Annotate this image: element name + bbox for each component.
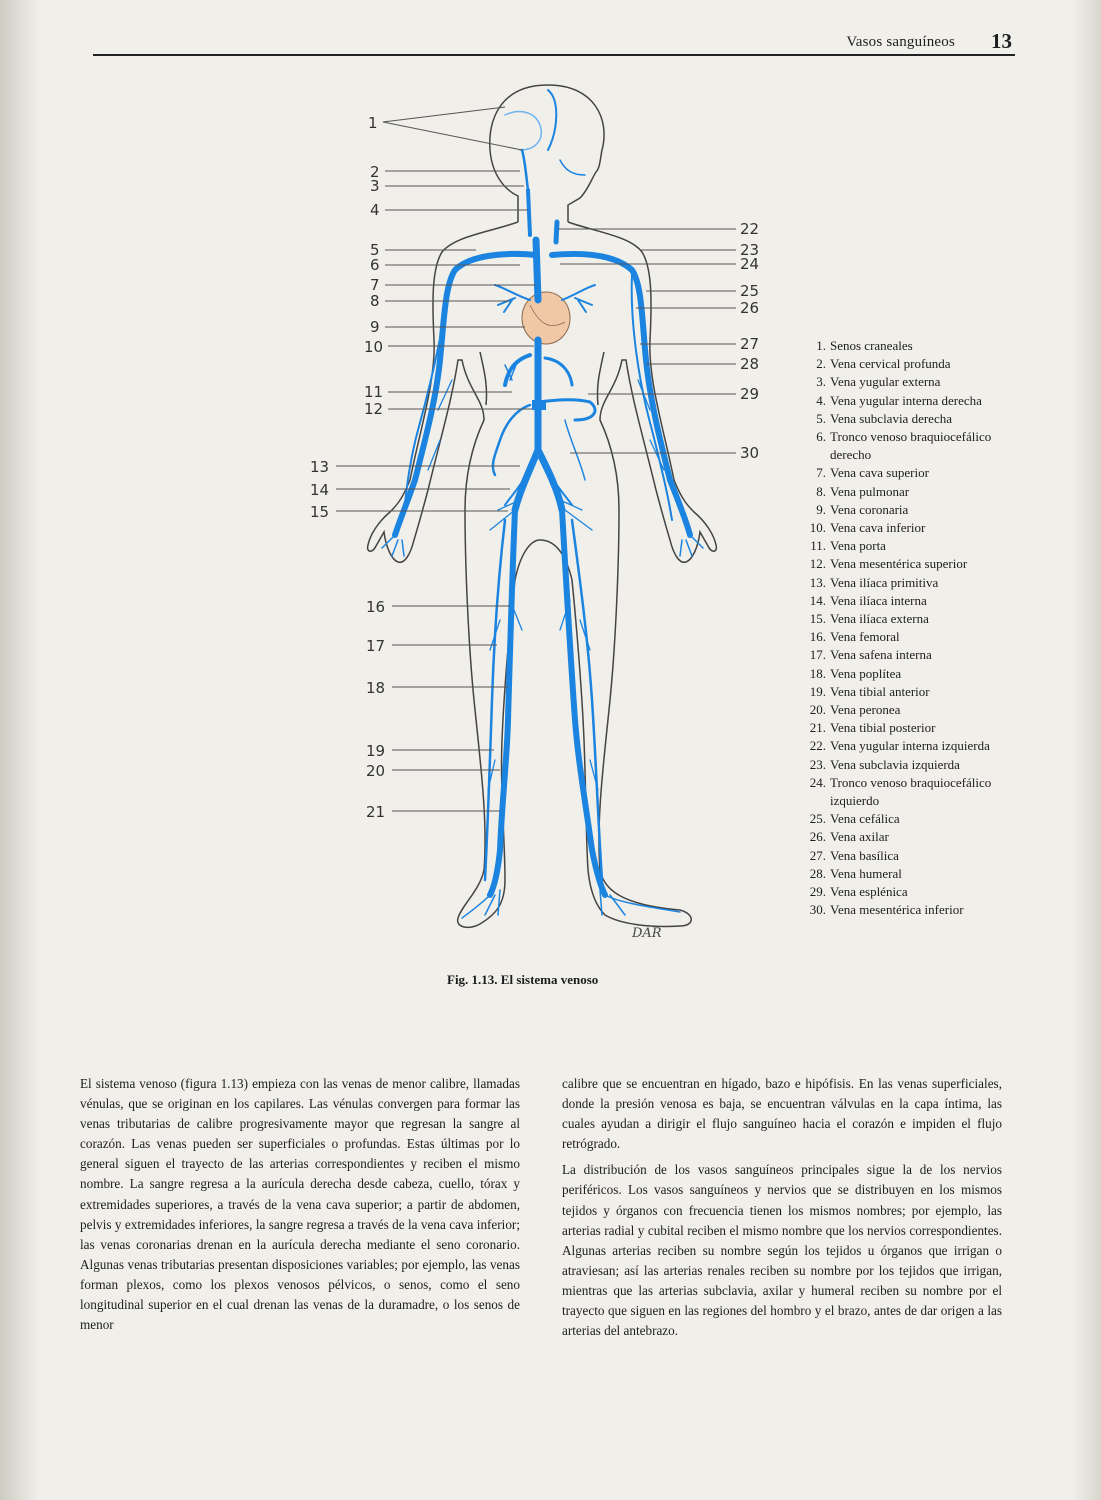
callout-label: 24 bbox=[740, 255, 760, 273]
legend-item-number: 14. bbox=[809, 592, 826, 608]
callout-label: 22 bbox=[740, 220, 760, 238]
callout-label: 18 bbox=[366, 679, 386, 697]
legend-item-text: Vena yugular externa bbox=[830, 374, 941, 390]
legend-item bbox=[800, 464, 1025, 482]
section-title: Vasos sanguíneos bbox=[846, 34, 955, 50]
legend-item-text: Vena cava inferior bbox=[830, 520, 926, 536]
left-internal-jugular bbox=[556, 222, 557, 242]
legend-item bbox=[800, 701, 1025, 719]
legend-item bbox=[800, 610, 1025, 628]
callout-label: 26 bbox=[740, 299, 760, 317]
legend-item-text: Vena tibial anterior bbox=[830, 683, 930, 699]
legend-item-text: Vena cefálica bbox=[830, 811, 900, 827]
callout-label: 5 bbox=[370, 241, 380, 259]
legend-item bbox=[800, 592, 1025, 610]
cranial-sinus-vein bbox=[505, 112, 541, 150]
legend-item-text: Vena mesentérica superior bbox=[830, 556, 968, 572]
legend-item-text: Vena coronaria bbox=[830, 501, 909, 517]
venous-system-figure bbox=[300, 82, 780, 972]
right-internal-jugular bbox=[528, 190, 530, 235]
callout-label: 2 bbox=[370, 163, 380, 181]
legend-item-number: 13. bbox=[809, 574, 826, 590]
legend-item bbox=[800, 428, 1025, 464]
superior-mesenteric-vein bbox=[493, 405, 530, 475]
legend-item bbox=[800, 810, 1025, 828]
legend-item-number: 11. bbox=[810, 538, 826, 554]
illustrator-signature: DAR bbox=[632, 926, 662, 941]
legend-item-number: 26. bbox=[809, 829, 826, 845]
legend-item bbox=[800, 646, 1025, 664]
legend-item-number: 3. bbox=[816, 374, 826, 390]
legend-item bbox=[800, 392, 1025, 410]
legend-item-text: Vena cava superior bbox=[830, 465, 929, 481]
callout-label: 3 bbox=[370, 177, 380, 195]
legend-item bbox=[800, 828, 1025, 846]
callout-label: 13 bbox=[310, 458, 330, 476]
legend-item bbox=[800, 373, 1025, 391]
callout-label: 12 bbox=[364, 400, 384, 418]
legend-item-text: Vena pulmonar bbox=[830, 483, 910, 499]
callout-label: 25 bbox=[740, 282, 760, 300]
legend-item bbox=[800, 719, 1025, 737]
legend-item-number: 4. bbox=[816, 392, 826, 408]
body-paragraph: El sistema venoso (figura 1.13) empieza con las venas de menor calibre, llamadas vénulas, que se originan en los capilares. Las vénulas convergen para formar las venas tributarias de calibre progresivamente mayor que regresan la sangre al corazón. Las venas pueden ser superficiales o profundas. Estas últimas por lo general siguen el trayecto de las arterias correspondientes y reciben el mismo nombre. La sangre regresa a la aurícula derecha desde cabeza, cuello, tórax y extremidades superiores, a través de la vena cava superior; a partir de abdomen, pelvis y extremidades inferiores, la sangre regresa a través de la vena cava inferior; las venas coronarias drenan en la aurícula derecha mediante el seno coronario. Algunas venas tributarias presentan disposiciones variables; por ejemplo, las venas forman plexos, como los plexos venosos pélvicos, o senos, como el seno longitudinal superior en el cual drenan las venas de la duramadre, o los senos de menor bbox=[80, 1076, 520, 1333]
legend-item-text: Tronco venoso braquiocefálico izquierdo bbox=[830, 774, 992, 809]
legend-item-number: 20. bbox=[809, 702, 826, 718]
binding-shadow bbox=[0, 0, 40, 1500]
portal-confluence bbox=[532, 400, 546, 410]
legend-item bbox=[800, 774, 1025, 810]
legend-item bbox=[800, 537, 1025, 555]
legend-item-number: 21. bbox=[809, 720, 826, 736]
legend-item-text: Vena axilar bbox=[830, 829, 889, 845]
armpit-right-outline bbox=[597, 352, 604, 405]
legend-item-number: 30. bbox=[809, 902, 826, 918]
legend-item bbox=[800, 355, 1025, 373]
legend-item-text: Vena yugular interna derecha bbox=[830, 392, 982, 408]
inferior-mesenteric-vein bbox=[565, 420, 585, 480]
legend-item-text: Vena safena interna bbox=[830, 647, 932, 663]
legend-item-text: Vena porta bbox=[830, 538, 886, 554]
legend-item-text: Vena cervical profunda bbox=[830, 356, 951, 372]
callout-label: 16 bbox=[366, 598, 386, 616]
callout-label: 19 bbox=[366, 742, 386, 760]
legend-item-number: 29. bbox=[809, 884, 826, 900]
legend-item-number: 8. bbox=[816, 483, 826, 499]
legend-item-number: 10. bbox=[809, 520, 826, 536]
legend-item-number: 22. bbox=[809, 738, 826, 754]
callout-label: 29 bbox=[740, 385, 760, 403]
legend-item bbox=[800, 883, 1025, 901]
legend-item-text: Vena tibial posterior bbox=[830, 720, 936, 736]
legend-item bbox=[800, 574, 1025, 592]
callout-label: 30 bbox=[740, 444, 760, 462]
legend-item-number: 2. bbox=[816, 356, 826, 372]
legend-item-text: Senos craneales bbox=[830, 338, 913, 353]
legend-item bbox=[800, 410, 1025, 428]
legend-item-text: Vena humeral bbox=[830, 865, 902, 881]
callout-label: 9 bbox=[370, 318, 380, 336]
legend-item-number: 19. bbox=[809, 683, 826, 699]
body-column-right bbox=[562, 1074, 1002, 1347]
splenic-vein bbox=[545, 358, 572, 385]
legend-item bbox=[800, 501, 1025, 519]
legend-item-number: 17. bbox=[809, 647, 826, 663]
legend-item bbox=[800, 847, 1025, 865]
face-vein bbox=[560, 160, 585, 175]
right-femoral-vein bbox=[490, 510, 515, 895]
left-common-iliac bbox=[538, 450, 562, 510]
legend-item-number: 15. bbox=[809, 611, 826, 627]
callout-label: 11 bbox=[364, 383, 384, 401]
callout-label: 21 bbox=[366, 803, 386, 821]
legend-item-text: Vena ilíaca externa bbox=[830, 611, 929, 627]
callout-label: 27 bbox=[740, 335, 760, 353]
callout-label: 8 bbox=[370, 292, 380, 310]
legend-item-number: 25. bbox=[809, 811, 826, 827]
callout-label: 23 bbox=[740, 241, 760, 259]
callout-label: 7 bbox=[370, 276, 380, 294]
callout-label: 28 bbox=[740, 355, 760, 373]
legend-item bbox=[800, 519, 1025, 537]
legend-item-text: Vena ilíaca interna bbox=[830, 592, 927, 608]
legend-item-number: 9. bbox=[816, 501, 826, 517]
legend-item-text: Vena yugular interna izquierda bbox=[830, 738, 990, 754]
callout-label: 6 bbox=[370, 256, 380, 274]
vein-network bbox=[382, 90, 703, 918]
splenic-vein-loop bbox=[538, 400, 595, 420]
leader-1 bbox=[383, 107, 522, 150]
legend-item-number: 6. bbox=[816, 429, 826, 445]
legend-item-text: Vena basílica bbox=[830, 847, 899, 863]
callout-numbers bbox=[310, 114, 759, 821]
legend-item bbox=[800, 737, 1025, 755]
legend-item bbox=[800, 901, 1025, 919]
legend-item-text: Vena esplénica bbox=[830, 884, 908, 900]
legend-item-number: 1. bbox=[816, 338, 826, 353]
body-paragraph: calibre que se encuentran en hígado, bazo e hipófisis. En las venas superficiales, donde la presión venosa es baja, se encuentran válvulas en la capa íntima, las cuales ayudan a dirigir el flujo sanguíneo hacia el corazón e impiden el flujo retrógrado. bbox=[562, 1076, 1002, 1152]
running-head bbox=[93, 28, 1015, 56]
legend-item-number: 23. bbox=[809, 756, 826, 772]
head-outline bbox=[490, 85, 604, 222]
callout-label: 10 bbox=[364, 338, 384, 356]
callout-label: 4 bbox=[370, 201, 380, 219]
body-paragraph: La distribución de los vasos sanguíneos principales sigue la de los nervios periféricos. Los vasos sanguíneos y nervios que se distribuyen en los mismos tejidos y órganos con frecuencia tienen los mismos nombres; por ejemplo, las arterias radial y cubital reciben el mismo nombre que los nervios correspondientes. Algunas arterias reciben su nombre según los tejidos u órganos que irrigan o atraviesan; así las arterias renales reciben su nombre por los tejidos que irrigan, mientras que las arterias subclavia, axilar y humeral reciben su nombre por el trayecto que siguen en las regiones del hombro y el brazo, antes de dar origen a las arterias del antebrazo. bbox=[562, 1162, 1002, 1339]
legend-item bbox=[800, 337, 1025, 355]
legend-item-text: Vena poplítea bbox=[830, 665, 902, 681]
cranial-sinus-vein bbox=[548, 90, 556, 150]
figure-legend bbox=[800, 337, 1025, 920]
legend-item-number: 18. bbox=[809, 665, 826, 681]
callout-label: 14 bbox=[310, 481, 330, 499]
superior-vena-cava bbox=[536, 240, 538, 300]
legend-item-text: Tronco venoso braquiocefálico derecho bbox=[830, 429, 992, 463]
page-number: 13 bbox=[991, 29, 1012, 53]
callout-label: 15 bbox=[310, 503, 330, 521]
legend-item-number: 16. bbox=[809, 629, 826, 645]
page-edge-shadow bbox=[1071, 0, 1101, 1500]
figure-caption: Fig. 1.13. El sistema venoso bbox=[447, 972, 599, 987]
legend-item-number: 12. bbox=[809, 556, 826, 572]
armpit-left-outline bbox=[480, 352, 487, 405]
legend-item bbox=[800, 483, 1025, 501]
legend-item-text: Vena ilíaca primitiva bbox=[830, 574, 939, 590]
legend-item bbox=[800, 865, 1025, 883]
legend-item-text: Vena peronea bbox=[830, 702, 901, 718]
legend-item bbox=[800, 555, 1025, 573]
body-outline bbox=[368, 85, 717, 927]
legend-item bbox=[800, 665, 1025, 683]
legend-item-text: Vena subclavia izquierda bbox=[830, 756, 960, 772]
legend-item-number: 5. bbox=[816, 410, 826, 426]
legend-item-number: 7. bbox=[816, 465, 826, 481]
legend-item-text: Vena femoral bbox=[830, 629, 900, 645]
legend-item-text: Vena subclavia derecha bbox=[830, 410, 952, 426]
body-column-left bbox=[80, 1074, 520, 1341]
legend-item bbox=[800, 683, 1025, 701]
legend-item-number: 27. bbox=[809, 847, 826, 863]
callout-label: 17 bbox=[366, 637, 386, 655]
legend-item bbox=[800, 628, 1025, 646]
legend-item-number: 28. bbox=[809, 865, 826, 881]
left-foot-veins bbox=[600, 890, 680, 915]
callout-label: 20 bbox=[366, 762, 386, 780]
legend-item-number: 24. bbox=[809, 774, 826, 790]
legend-item bbox=[800, 756, 1025, 774]
cranial-sinus-vein bbox=[522, 150, 528, 190]
callout-label: 1 bbox=[368, 114, 378, 132]
legend-item-text: Vena mesentérica inferior bbox=[830, 902, 964, 918]
